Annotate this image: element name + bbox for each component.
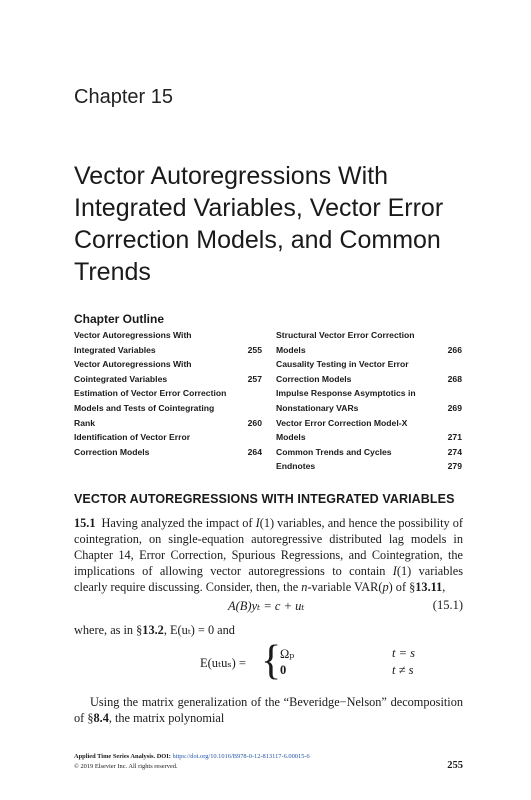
left-brace-symbol: { <box>261 638 282 684</box>
outline-entry-title[interactable]: Endnotes <box>276 461 316 472</box>
paragraph-15-1 <box>74 515 463 595</box>
chapter-outline-heading: Chapter Outline <box>74 312 165 326</box>
outline-entry[interactable] <box>74 430 262 459</box>
section-reference-link[interactable]: 13.11 <box>415 580 443 594</box>
outline-entry-title[interactable]: Estimation of Vector Error Correction Models and Tests of Cointegrating Rank <box>74 388 227 428</box>
outline-entry[interactable] <box>276 328 462 357</box>
paragraph-text: , the matrix polynomial <box>108 711 225 725</box>
doi-label: DOI: <box>155 753 173 760</box>
outline-entry[interactable] <box>74 357 262 386</box>
outline-entry-title[interactable]: Vector Error Correction Model-X Models <box>276 417 408 443</box>
section-heading: VECTOR AUTOREGRESSIONS WITH INTEGRATED VARIABLES <box>74 492 455 506</box>
outline-entry-page: 268 <box>447 373 462 384</box>
outline-entry-title[interactable]: Causality Testing in Vector Error Correction Models <box>276 359 409 384</box>
equation-case-value: Ωₚ <box>280 647 295 661</box>
section-reference-link[interactable]: 8.4 <box>93 711 109 725</box>
equation-case-condition: t ≠ s <box>392 663 414 677</box>
equation-case-row <box>280 646 416 662</box>
outline-entry[interactable] <box>276 416 462 445</box>
paragraph-text: , E(uₜ) = 0 and <box>163 623 235 637</box>
paragraph-number: 15.1 <box>74 516 96 530</box>
outline-entry[interactable] <box>74 328 262 357</box>
outline-entry-page: 255 <box>247 344 262 355</box>
page-number: 255 <box>447 760 463 771</box>
outline-entry-page: 274 <box>447 446 462 457</box>
chapter-label: Chapter 15 <box>74 86 173 108</box>
paragraph-beveridge-nelson <box>74 694 463 726</box>
outline-entry[interactable] <box>276 445 462 460</box>
outline-entry-title[interactable]: Common Trends and Cycles <box>276 446 392 457</box>
outline-entry-page: 264 <box>247 446 262 457</box>
outline-entry-page: 266 <box>447 344 462 355</box>
equation-15-1 <box>74 598 463 616</box>
outline-entry-title[interactable]: Identification of Vector Error Correction Models <box>74 432 191 457</box>
outline-entry-title[interactable]: Structural Vector Error Correction Models <box>276 330 415 355</box>
paragraph-text: Using the matrix generalization of the “Beveridge−Nelson” decomposition of § <box>74 695 463 725</box>
outline-entry-page: 279 <box>447 461 462 472</box>
equation-number: (15.1) <box>432 598 463 612</box>
copyright-notice: © 2019 Elsevier Inc. All rights reserved. <box>74 763 178 770</box>
outline-entry[interactable] <box>74 386 262 430</box>
outline-left-column <box>74 328 262 459</box>
paragraph-text: ) of § <box>388 580 416 594</box>
outline-right-column <box>276 328 462 474</box>
outline-entry-title[interactable]: Vector Autoregressions With Cointegrated Variables <box>74 359 192 384</box>
equation-lhs: E(uₜuₛ) = <box>200 656 246 670</box>
outline-entry[interactable] <box>276 357 462 386</box>
footer-citation <box>74 752 310 762</box>
outline-entry[interactable] <box>276 459 462 474</box>
outline-entry-page: 260 <box>247 417 262 428</box>
outline-entry-page: 257 <box>247 373 262 384</box>
equation-covariance <box>200 638 416 684</box>
outline-entry-page: 271 <box>447 432 462 443</box>
math-symbol: I <box>255 516 260 530</box>
section-reference-link[interactable]: 13.2 <box>142 623 164 637</box>
math-symbol: n <box>301 580 308 594</box>
chapter-title: Vector Autoregressions With Integrated Variables, Vector Error Correction Models, and Common Trends <box>74 162 444 286</box>
paragraph-text: (1) variables clearly require discussing. Consider, then, the <box>74 564 464 594</box>
math-symbol: I <box>392 564 397 578</box>
equation-expression: A(B)yₜ = c + uₜ <box>228 599 305 613</box>
equation-case-value: 0 <box>280 663 287 677</box>
paragraph-text: (1) variables, and hence the possibility of cointegration, on single-equation autoregressive distributed lag models in Chapter 14, Error Correction, Spurious Regressions, and Cointegration, the implications of allowing vector autoregressions to contain <box>74 516 463 578</box>
doi-link[interactable]: https://doi.org/10.1016/B978-0-12-813117-6.00015-6 <box>172 753 310 760</box>
journal-name: Applied Time Series Analysis. <box>74 753 156 760</box>
paragraph-text: where, as in § <box>74 623 143 637</box>
paragraph-where <box>74 622 463 638</box>
paragraph-text: -variable VAR( <box>307 580 383 594</box>
equation-case-condition: t = s <box>392 646 416 660</box>
outline-entry-title[interactable]: Vector Autoregressions With Integrated Variables <box>74 330 192 355</box>
outline-entry-page: 269 <box>447 402 462 413</box>
paragraph-text: , <box>442 580 446 594</box>
outline-entry[interactable] <box>276 386 462 415</box>
paragraph-text: Having analyzed the impact of <box>101 516 256 530</box>
equation-case-row <box>280 663 414 678</box>
math-symbol: p <box>382 580 389 594</box>
outline-entry-title[interactable]: Impulse Response Asymptotics in Nonstationary VARs <box>276 388 416 413</box>
page-footer <box>74 752 310 772</box>
